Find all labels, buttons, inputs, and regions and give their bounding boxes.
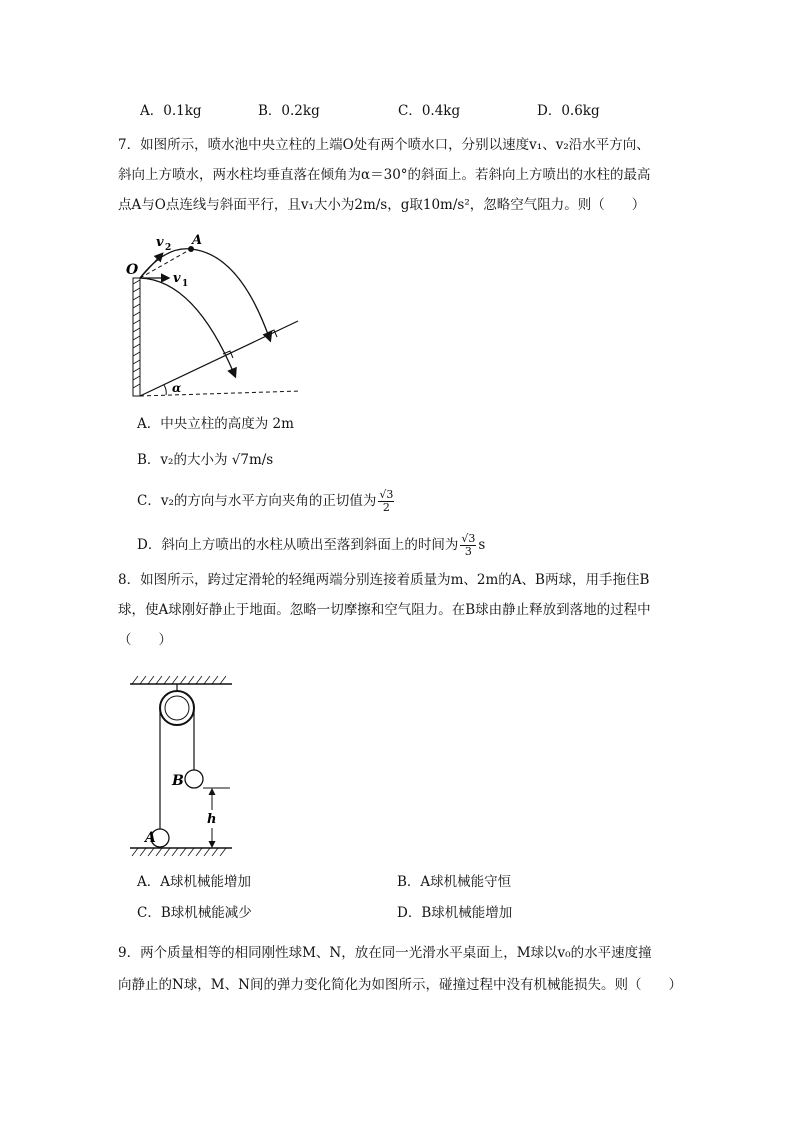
q7-option-a: A．中央立柱的高度为 2m [137, 416, 294, 432]
q6-option-c: C．0.4kg [398, 103, 461, 119]
q9-stem-line2: 向静止的N球，M、N间的弹力变化简化为如图所示，碰撞过程中没有机械能损失。则（ ） [118, 977, 682, 993]
q7-option-d [137, 533, 485, 558]
fig-label-o: O [126, 262, 139, 278]
q7-option-b: B．v₂的大小为 √7m/s [137, 452, 274, 468]
fig-label-v2: v [156, 235, 164, 250]
q8-pulley-figure [128, 672, 238, 857]
q7-option-d-text: D．斜向上方喷出的水柱从喷出至落到斜面上的时间为 [137, 537, 459, 553]
q7-stem-line2: 斜向上方喷水，两水柱均垂直落在倾角为α＝30°的斜面上。若斜向上方喷出的水柱的最高 [118, 167, 651, 183]
q7-stem-line3: 点A与O点连线与斜面平行，且v₁大小为2m/s，g取10m/s²，忽略空气阻力。则（ ） [118, 197, 646, 213]
q6-option-a: A．0.1kg [140, 103, 202, 119]
fig-label-v2-sub: 2 [165, 243, 172, 253]
q8-option-c: C．B球机械能减少 [137, 905, 252, 921]
q6-option-d: D．0.6kg [537, 103, 600, 119]
q8-stem-line3: （ ） [118, 632, 172, 648]
q8-stem-line1: 8．如图所示，跨过定滑轮的轻绳两端分别连接着质量为m、2m的A、B两球，用手拖住B [118, 572, 650, 588]
fig-label-v1: v [173, 271, 181, 286]
fig-label-a2: A [145, 830, 156, 846]
fig-label-b: B [172, 773, 184, 789]
q8-option-a: A．A球机械能增加 [137, 874, 251, 890]
q7-stem-line1: 7．如图所示，喷水池中央立柱的上端O处有两个喷水口，分别以速度v₁、v₂沿水平方向、 [118, 137, 650, 153]
q7-fountain-figure [120, 228, 300, 403]
q7-option-c-fraction: $\frac{√3}{2}$ [379, 488, 394, 514]
q6-option-b: B．0.2kg [258, 103, 320, 119]
q8-stem-line2: 球，使A球刚好静止于地面。忽略一切摩擦和空气阻力。在B球由静止释放到落地的过程中 [118, 602, 651, 618]
q7-option-d-fraction: $\frac{√3}{3}$ [461, 532, 476, 558]
fig-label-v1-sub: 1 [182, 279, 189, 289]
fig-label-alpha: α [172, 381, 182, 395]
q7-option-c-text: C．v₂的方向与水平方向夹角的正切值为 [137, 493, 377, 509]
fig-label-h: h [207, 812, 217, 827]
q8-option-b: B．A球机械能守恒 [397, 874, 512, 890]
q7-option-c [137, 489, 396, 514]
q9-stem-line1: 9．两个质量相等的相同刚性球M、N，放在同一光滑水平桌面上，M球以v₀的水平速度撞 [118, 945, 652, 961]
q8-option-d: D．B球机械能增加 [397, 905, 513, 921]
q7-option-d-unit: s [478, 537, 486, 553]
fig-label-a: A [192, 233, 203, 248]
